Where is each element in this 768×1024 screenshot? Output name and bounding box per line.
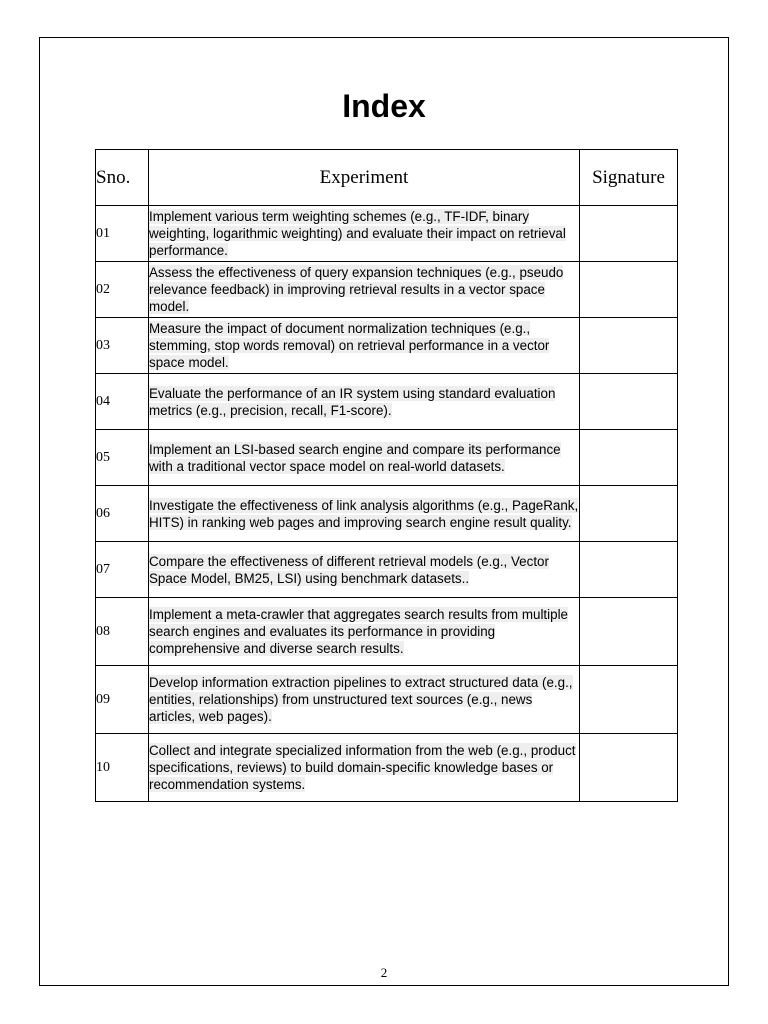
table-row: [96, 666, 678, 734]
table-row: [96, 734, 678, 802]
row-experiment: [149, 206, 580, 262]
row-sno: 09: [96, 666, 149, 734]
row-experiment: [149, 318, 580, 374]
index-table: [95, 149, 678, 802]
experiment-text: Implement a meta-crawler that aggregates search results from multiple search engines and evaluates its performance in providing comprehensive and diverse search results.: [149, 607, 569, 656]
row-sno: 02: [96, 262, 149, 318]
row-experiment: [149, 486, 580, 542]
row-signature: [580, 374, 678, 430]
row-signature: [580, 318, 678, 374]
page-number: 2: [380, 965, 388, 980]
table-row: [96, 542, 678, 598]
experiment-text: Measure the impact of document normalization techniques (e.g., stemming, stop words removal) on retrieval performance in a vector space model.: [149, 321, 550, 370]
row-signature: [580, 262, 678, 318]
table-row: [96, 206, 678, 262]
row-signature: [580, 486, 678, 542]
table-row: [96, 486, 678, 542]
experiment-text: Develop information extraction pipelines to extract structured data (e.g., entities, relationships) from unstructured text sources (e.g., news articles, web pages).: [149, 675, 573, 724]
table-header-row: [96, 150, 678, 206]
page-title: Index: [342, 88, 426, 124]
row-experiment: [149, 734, 580, 802]
row-signature: [580, 734, 678, 802]
table-row: [96, 598, 678, 666]
row-sno: 05: [96, 430, 149, 486]
row-sno: 03: [96, 318, 149, 374]
experiment-text: Investigate the effectiveness of link analysis algorithms (e.g., PageRank, HITS) in ranking web pages and improving search engine result quality.: [149, 497, 579, 530]
header-signature: Signature: [580, 150, 678, 206]
row-sno: 04: [96, 374, 149, 430]
header-experiment: Experiment: [149, 150, 580, 206]
header-sno: Sno.: [96, 150, 149, 206]
row-sno: 01: [96, 206, 149, 262]
row-experiment: [149, 430, 580, 486]
row-experiment: [149, 666, 580, 734]
row-signature: [580, 206, 678, 262]
experiment-text: Compare the effectiveness of different retrieval models (e.g., Vector Space Model, BM25, LSI) using benchmark datasets..: [149, 553, 549, 586]
experiment-text: Evaluate the performance of an IR system using standard evaluation metrics (e.g., precision, recall, F1-score).: [149, 385, 556, 418]
experiment-text: Implement an LSI-based search engine and compare its performance with a traditional vector space model on real-world datasets.: [149, 441, 561, 474]
row-experiment: [149, 542, 580, 598]
row-signature: [580, 430, 678, 486]
experiment-text: Collect and integrate specialized information from the web (e.g., product specifications, reviews) to build domain-specific knowledge bases or recommendation systems.: [149, 743, 576, 792]
table-row: [96, 318, 678, 374]
row-signature: [580, 598, 678, 666]
experiment-text: Assess the effectiveness of query expansion techniques (e.g., pseudo relevance feedback) in improving retrieval results in a vector space model.: [149, 265, 564, 314]
row-experiment: [149, 262, 580, 318]
row-sno: 06: [96, 486, 149, 542]
table-row: [96, 430, 678, 486]
table-row: [96, 374, 678, 430]
row-experiment: [149, 374, 580, 430]
row-signature: [580, 666, 678, 734]
experiment-text: Implement various term weighting schemes (e.g., TF-IDF, binary weighting, logarithmic weighting) and evaluate their impact on retrieval performance.: [149, 209, 566, 258]
row-signature: [580, 542, 678, 598]
row-sno: 07: [96, 542, 149, 598]
table-row: [96, 262, 678, 318]
row-experiment: [149, 598, 580, 666]
row-sno: 10: [96, 734, 149, 802]
row-sno: 08: [96, 598, 149, 666]
